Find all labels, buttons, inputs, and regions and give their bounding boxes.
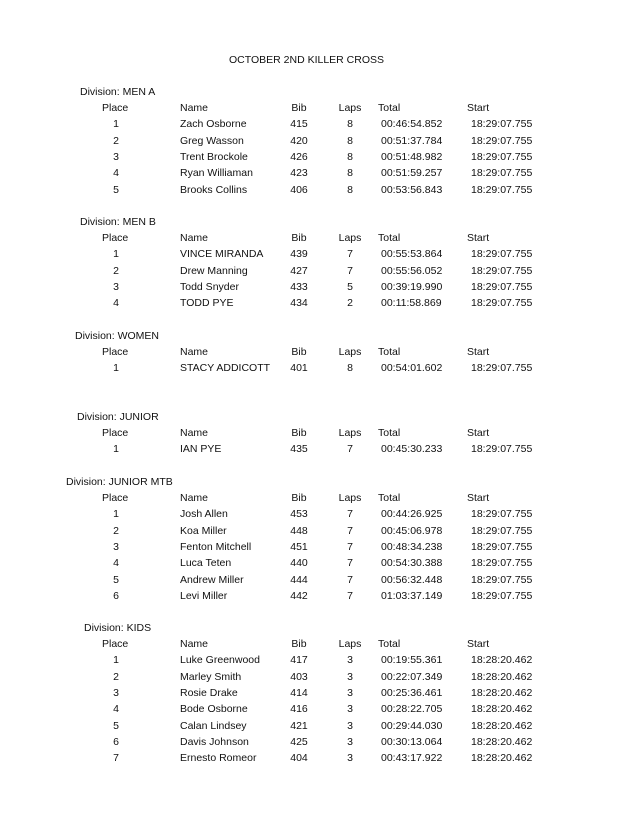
column-header-name: Name: [180, 638, 209, 650]
column-header-start: Start: [467, 427, 490, 439]
cell-start: 18:28:20.462: [471, 703, 533, 716]
cell-laps: 7: [347, 573, 353, 586]
column-header-total: Total: [378, 638, 401, 650]
table-row: [0, 265, 637, 281]
cell-bib: 416: [290, 703, 308, 716]
cell-name: TODD PYE: [180, 297, 234, 310]
cell-laps: 3: [347, 670, 353, 683]
cell-bib: 444: [290, 573, 308, 586]
cell-laps: 8: [347, 362, 353, 375]
cell-bib: 421: [290, 719, 308, 732]
cell-total: 00:44:26.925: [381, 508, 443, 521]
table-row: [0, 184, 637, 200]
cell-place: 4: [113, 703, 119, 716]
cell-start: 18:29:07.755: [471, 557, 533, 570]
cell-start: 18:28:20.462: [471, 686, 533, 699]
cell-bib: 440: [290, 557, 308, 570]
cell-start: 18:29:07.755: [471, 540, 533, 553]
division-label: Division: WOMEN: [75, 330, 160, 342]
table-row: [0, 281, 637, 297]
cell-place: 4: [113, 167, 119, 180]
cell-place: 3: [113, 280, 119, 293]
cell-laps: 7: [347, 443, 353, 456]
cell-laps: 8: [347, 183, 353, 196]
cell-name: Fenton Mitchell: [180, 540, 252, 553]
cell-laps: 3: [347, 752, 353, 765]
cell-total: 00:45:06.978: [381, 524, 443, 537]
cell-bib: 401: [290, 362, 308, 375]
cell-total: 00:55:53.864: [381, 248, 443, 261]
cell-start: 18:29:07.755: [471, 150, 533, 163]
cell-name: Drew Manning: [180, 264, 248, 277]
table-row: [0, 687, 637, 703]
column-header-place: Place: [102, 492, 129, 504]
cell-name: Andrew Miller: [180, 573, 244, 586]
table-row: [0, 703, 637, 719]
table-row: [0, 118, 637, 134]
column-header-total: Total: [378, 492, 401, 504]
cell-place: 3: [113, 540, 119, 553]
table-row: [0, 525, 637, 541]
cell-name: STACY ADDICOTT: [180, 362, 271, 375]
cell-laps: 3: [347, 735, 353, 748]
cell-place: 2: [113, 134, 119, 147]
cell-name: VINCE MIRANDA: [180, 248, 264, 261]
column-header-place: Place: [102, 638, 129, 650]
cell-place: 6: [113, 735, 119, 748]
column-header-start: Start: [467, 102, 490, 114]
column-header-total: Total: [378, 232, 401, 244]
table-row: [0, 752, 637, 768]
cell-total: 00:28:22.705: [381, 703, 443, 716]
cell-total: 00:22:07.349: [381, 670, 443, 683]
cell-total: 00:25:36.461: [381, 686, 443, 699]
cell-bib: 439: [290, 248, 308, 261]
column-header-place: Place: [102, 232, 129, 244]
cell-total: 00:51:37.784: [381, 134, 443, 147]
cell-name: IAN PYE: [180, 443, 222, 456]
table-row: [0, 362, 637, 378]
cell-bib: 435: [290, 443, 308, 456]
cell-name: Brooks Collins: [180, 183, 248, 196]
table-row: [0, 541, 637, 557]
cell-place: 1: [113, 118, 119, 131]
cell-bib: 453: [290, 508, 308, 521]
cell-place: 3: [113, 150, 119, 163]
cell-name: Zach Osborne: [180, 118, 247, 131]
table-row: [0, 297, 637, 313]
cell-laps: 8: [347, 167, 353, 180]
cell-total: 00:54:30.388: [381, 557, 443, 570]
cell-place: 5: [113, 183, 119, 196]
column-header-laps: Laps: [338, 638, 362, 650]
column-header-start: Start: [467, 638, 490, 650]
division-label: Division: MEN B: [80, 216, 156, 228]
cell-bib: 406: [290, 183, 308, 196]
cell-laps: 3: [347, 703, 353, 716]
cell-start: 18:29:07.755: [471, 589, 533, 602]
column-header-start: Start: [467, 346, 490, 358]
cell-total: 00:56:32.448: [381, 573, 443, 586]
cell-start: 18:28:20.462: [471, 752, 533, 765]
cell-place: 2: [113, 670, 119, 683]
cell-place: 4: [113, 297, 119, 310]
table-header-row: [0, 102, 637, 118]
cell-name: Levi Miller: [180, 589, 228, 602]
table-header-row: [0, 638, 637, 654]
cell-place: 3: [113, 686, 119, 699]
column-header-start: Start: [467, 232, 490, 244]
cell-laps: 7: [347, 508, 353, 521]
cell-total: 00:19:55.361: [381, 654, 443, 667]
table-row: [0, 720, 637, 736]
column-header-name: Name: [180, 492, 209, 504]
table-header-row: [0, 346, 637, 362]
cell-place: 1: [113, 443, 119, 456]
column-header-name: Name: [180, 102, 209, 114]
cell-name: Luke Greenwood: [180, 654, 260, 667]
column-header-total: Total: [378, 427, 401, 439]
cell-start: 18:29:07.755: [471, 167, 533, 180]
table-header-row: [0, 427, 637, 443]
cell-total: 00:39:19.990: [381, 280, 443, 293]
cell-laps: 3: [347, 719, 353, 732]
cell-place: 2: [113, 524, 119, 537]
cell-total: 00:53:56.843: [381, 183, 443, 196]
cell-total: 00:48:34.238: [381, 540, 443, 553]
cell-total: 00:54:01.602: [381, 362, 443, 375]
cell-name: Josh Allen: [180, 508, 228, 521]
cell-laps: 7: [347, 524, 353, 537]
cell-name: Ernesto Romeor: [180, 752, 257, 765]
cell-start: 18:29:07.755: [471, 508, 533, 521]
column-header-bib: Bib: [291, 232, 307, 244]
column-header-place: Place: [102, 346, 129, 358]
cell-bib: 423: [290, 167, 308, 180]
cell-total: 00:11:58.869: [381, 297, 442, 310]
cell-laps: 8: [347, 150, 353, 163]
table-row: [0, 167, 637, 183]
cell-place: 7: [113, 752, 119, 765]
cell-bib: 415: [290, 118, 308, 131]
division-label: Division: JUNIOR: [77, 411, 159, 423]
column-header-bib: Bib: [291, 492, 307, 504]
cell-total: 00:29:44.030: [381, 719, 443, 732]
table-row: [0, 248, 637, 264]
cell-name: Davis Johnson: [180, 735, 249, 748]
column-header-bib: Bib: [291, 638, 307, 650]
cell-bib: 433: [290, 280, 308, 293]
cell-bib: 442: [290, 589, 308, 602]
cell-bib: 417: [290, 654, 308, 667]
table-row: [0, 151, 637, 167]
cell-total: 00:45:30.233: [381, 443, 443, 456]
cell-place: 5: [113, 573, 119, 586]
cell-start: 18:29:07.755: [471, 264, 533, 277]
cell-name: Marley Smith: [180, 670, 242, 683]
cell-start: 18:29:07.755: [471, 183, 533, 196]
column-header-laps: Laps: [338, 102, 362, 114]
cell-name: Bode Osborne: [180, 703, 248, 716]
cell-name: Luca Teten: [180, 557, 232, 570]
column-header-bib: Bib: [291, 346, 307, 358]
cell-place: 5: [113, 719, 119, 732]
cell-name: Ryan Williaman: [180, 167, 253, 180]
cell-bib: 425: [290, 735, 308, 748]
column-header-name: Name: [180, 427, 209, 439]
cell-start: 18:28:20.462: [471, 735, 533, 748]
cell-bib: 434: [290, 297, 308, 310]
table-header-row: [0, 492, 637, 508]
cell-laps: 8: [347, 118, 353, 131]
cell-name: Todd Snyder: [180, 280, 239, 293]
table-row: [0, 135, 637, 151]
cell-name: Greg Wasson: [180, 134, 244, 147]
column-header-name: Name: [180, 232, 209, 244]
cell-bib: 420: [290, 134, 308, 147]
cell-start: 18:29:07.755: [471, 134, 533, 147]
cell-total: 00:30:13.064: [381, 735, 443, 748]
cell-total: 00:55:56.052: [381, 264, 443, 277]
cell-place: 6: [113, 589, 119, 602]
column-header-bib: Bib: [291, 427, 307, 439]
table-row: [0, 443, 637, 459]
cell-laps: 7: [347, 248, 353, 261]
cell-start: 18:29:07.755: [471, 362, 533, 375]
table-row: [0, 508, 637, 524]
cell-name: Koa Miller: [180, 524, 227, 537]
cell-start: 18:28:20.462: [471, 654, 533, 667]
cell-laps: 5: [347, 280, 353, 293]
cell-laps: 7: [347, 589, 353, 602]
table-row: [0, 557, 637, 573]
cell-name: Calan Lindsey: [180, 719, 247, 732]
cell-bib: 448: [290, 524, 308, 537]
division-label: Division: KIDS: [84, 622, 152, 634]
column-header-place: Place: [102, 427, 129, 439]
cell-laps: 8: [347, 134, 353, 147]
cell-bib: 427: [290, 264, 308, 277]
cell-start: 18:29:07.755: [471, 248, 533, 261]
page-title: OCTOBER 2ND KILLER CROSS: [229, 54, 385, 66]
cell-name: Trent Brockole: [180, 150, 248, 163]
cell-bib: 414: [290, 686, 308, 699]
column-header-laps: Laps: [338, 232, 362, 244]
cell-laps: 7: [347, 540, 353, 553]
cell-laps: 2: [347, 297, 353, 310]
column-header-laps: Laps: [338, 346, 362, 358]
table-row: [0, 671, 637, 687]
cell-place: 2: [113, 264, 119, 277]
cell-place: 1: [113, 248, 119, 261]
cell-laps: 3: [347, 686, 353, 699]
cell-total: 00:51:48.982: [381, 150, 443, 163]
division-label: Division: JUNIOR MTB: [66, 476, 173, 488]
table-header-row: [0, 232, 637, 248]
cell-start: 18:29:07.755: [471, 524, 533, 537]
cell-place: 1: [113, 508, 119, 521]
cell-bib: 404: [290, 752, 308, 765]
cell-name: Rosie Drake: [180, 686, 238, 699]
division-label: Division: MEN A: [80, 86, 156, 98]
column-header-total: Total: [378, 346, 401, 358]
cell-laps: 7: [347, 264, 353, 277]
column-header-start: Start: [467, 492, 490, 504]
table-row: [0, 590, 637, 606]
cell-laps: 7: [347, 557, 353, 570]
column-header-name: Name: [180, 346, 209, 358]
cell-laps: 3: [347, 654, 353, 667]
cell-bib: 426: [290, 150, 308, 163]
cell-total: 00:46:54.852: [381, 118, 443, 131]
column-header-place: Place: [102, 102, 129, 114]
cell-start: 18:29:07.755: [471, 280, 533, 293]
column-header-laps: Laps: [338, 427, 362, 439]
cell-total: 00:43:17.922: [381, 752, 443, 765]
cell-start: 18:29:07.755: [471, 443, 533, 456]
cell-start: 18:29:07.755: [471, 297, 533, 310]
table-row: [0, 736, 637, 752]
cell-start: 18:29:07.755: [471, 573, 533, 586]
table-row: [0, 574, 637, 590]
column-header-bib: Bib: [291, 102, 307, 114]
table-row: [0, 654, 637, 670]
column-header-laps: Laps: [338, 492, 362, 504]
cell-place: 1: [113, 654, 119, 667]
cell-total: 00:51:59.257: [381, 167, 443, 180]
cell-start: 18:28:20.462: [471, 719, 533, 732]
cell-bib: 403: [290, 670, 308, 683]
cell-total: 01:03:37.149: [381, 589, 443, 602]
cell-start: 18:29:07.755: [471, 118, 533, 131]
cell-bib: 451: [290, 540, 308, 553]
column-header-total: Total: [378, 102, 401, 114]
cell-place: 1: [113, 362, 119, 375]
cell-place: 4: [113, 557, 119, 570]
cell-start: 18:28:20.462: [471, 670, 533, 683]
